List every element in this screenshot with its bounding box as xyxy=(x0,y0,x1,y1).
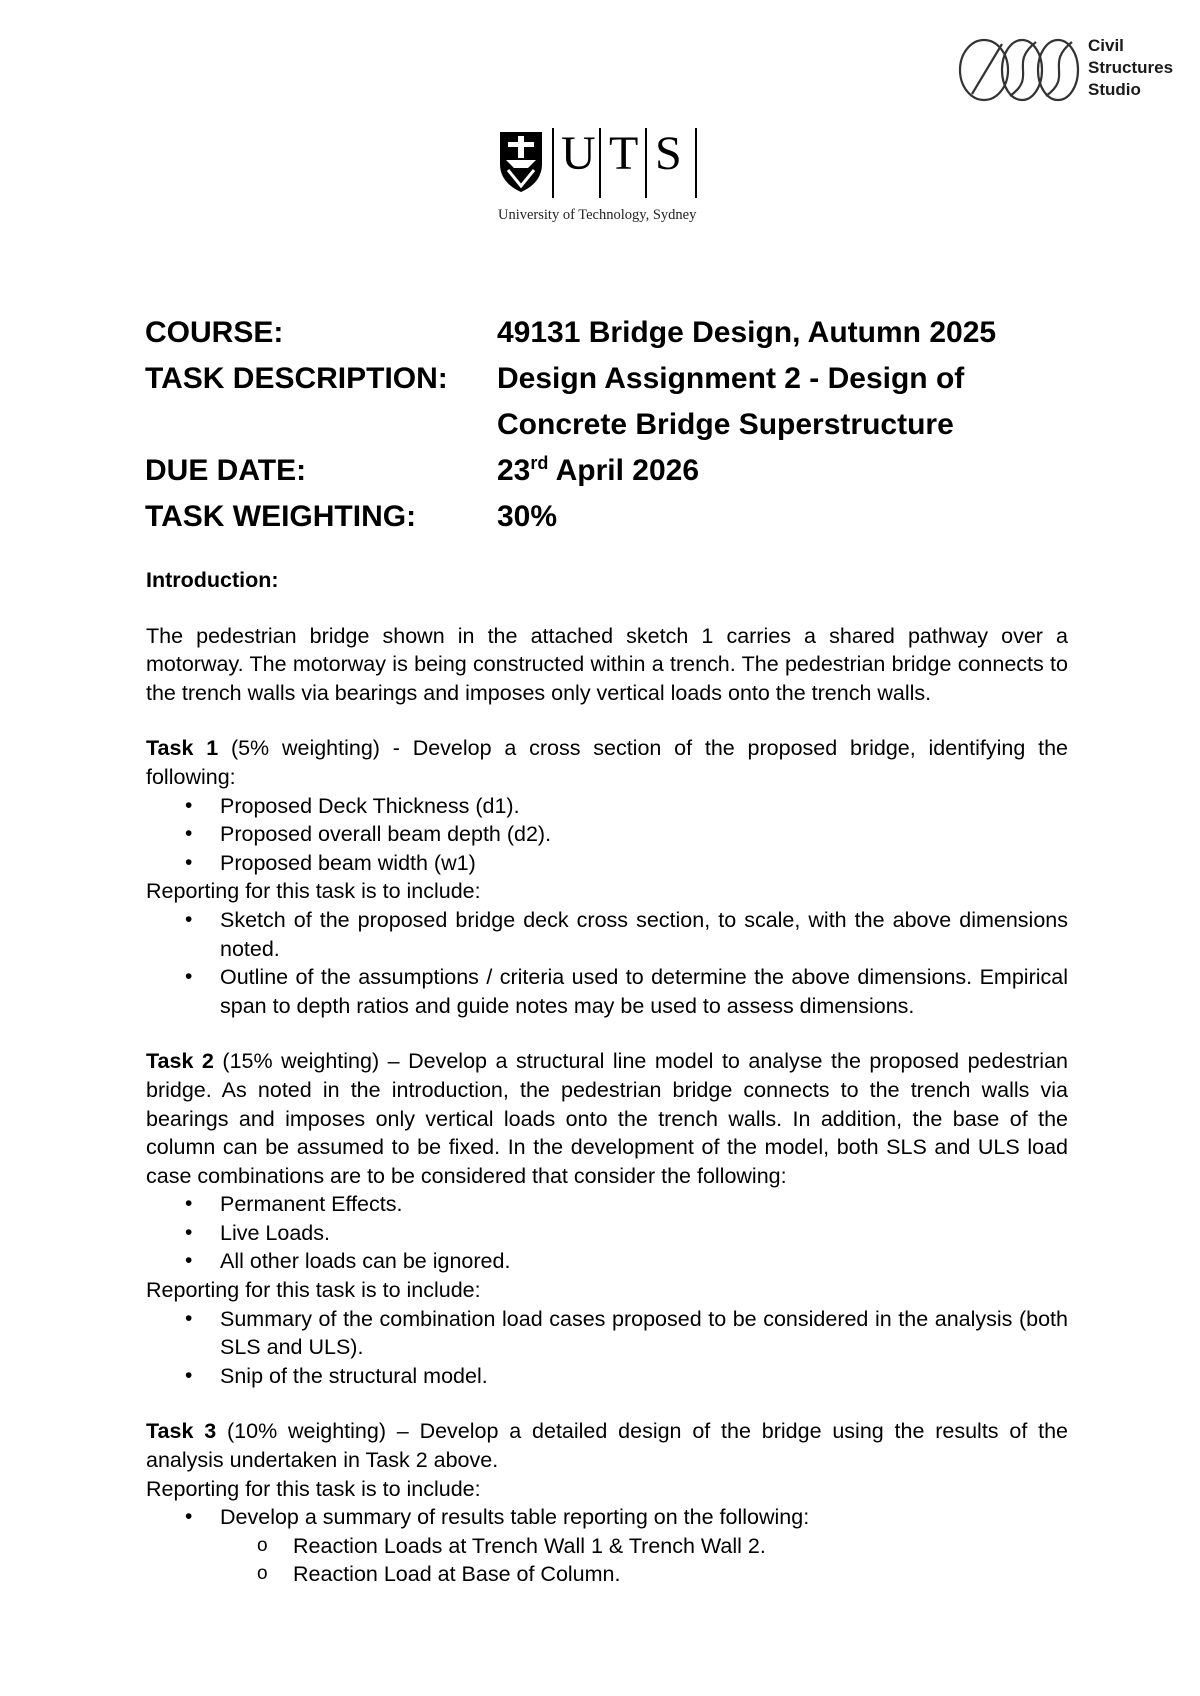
studio-monogram-icon xyxy=(958,36,1088,104)
introduction-text: The pedestrian bridge shown in the attached sketch 1 carries a shared pathway over a motorway. The motorway is being constructed within a trench. The pedestrian bridge connects to the trench walls via bearings and imposes only vertical loads onto the trench walls. xyxy=(146,623,1068,705)
list-item: • Outline of the assumptions / criteria used to determine the above dimensions. Empirical span to depth ratios and guide notes may be used to assess dimensions. xyxy=(146,963,1068,1020)
task3-description xyxy=(146,1417,1068,1474)
task-description-value-line-2: Concrete Bridge Superstructure xyxy=(497,408,954,441)
task2-items xyxy=(146,1190,1068,1276)
list-item: • Summary of the combination load cases proposed to be considered in the analysis (both SLS and ULS). xyxy=(146,1305,1068,1362)
list-item: • Proposed beam width (w1) xyxy=(146,849,1068,878)
uts-shield-icon xyxy=(498,130,544,194)
task-weighting-label: TASK WEIGHTING: xyxy=(145,500,417,533)
list-item: • All other loads can be ignored. xyxy=(146,1247,1068,1276)
task2-description xyxy=(146,1047,1068,1190)
task1-reporting: Reporting for this task is to include: xyxy=(146,879,481,904)
task3-report-items xyxy=(146,1503,1068,1589)
studio-logo-line-2: Structures xyxy=(1088,58,1174,77)
list-item: • Proposed overall beam depth (d2). xyxy=(146,820,1068,849)
task3-text: (10% weighting) – Develop a detailed design of the bridge using the results of the analysis undertaken in Task 2 above. xyxy=(146,1419,1068,1473)
uts-letter-u: U xyxy=(561,127,596,180)
task1-items xyxy=(146,792,1068,878)
studio-logo-line-1: Civil xyxy=(1088,36,1124,55)
introduction-title: Introduction: xyxy=(146,568,279,592)
list-item: • Snip of the structural model. xyxy=(146,1362,1068,1391)
studio-logo-text xyxy=(1088,35,1173,101)
task1-description xyxy=(146,734,1068,791)
task3-sub-items xyxy=(146,1532,1068,1589)
task2-text: (15% weighting) – Develop a structural line model to analyse the proposed pedestrian bridge. As noted in the introduction, the pedestrian bridge connects to the trench walls via bearings and imposes only vertical loads onto the trench walls. In addition, the base of the column can be assumed to be fixed. In the development of the model, both SLS and ULS load case combinations are to be considered that consider the following: xyxy=(146,1049,1068,1188)
task-description-label: TASK DESCRIPTION: xyxy=(145,362,448,395)
uts-caption: University of Technology, Sydney xyxy=(498,207,697,223)
course-label: COURSE: xyxy=(145,316,284,349)
list-item xyxy=(146,1503,1068,1589)
list-item: • Sketch of the proposed bridge deck cross section, to scale, with the above dimensions noted. xyxy=(146,906,1068,963)
task3-label: Task 3 xyxy=(146,1419,217,1444)
due-date-day: 23 xyxy=(497,454,531,487)
task2-label: Task 2 xyxy=(146,1049,214,1074)
list-item: • Live Loads. xyxy=(146,1219,1068,1248)
uts-letter-s: S xyxy=(655,127,682,180)
civil-structures-studio-logo xyxy=(940,28,1185,118)
task1-text: (5% weighting) - Develop a cross section of the proposed bridge, identifying the following: xyxy=(146,736,1068,789)
task3-reporting: Reporting for this task is to include: xyxy=(146,1476,481,1501)
due-date-label: DUE DATE: xyxy=(145,454,307,487)
task1-report-items xyxy=(146,906,1068,1020)
task3-report-item-text: Develop a summary of results table reporting on the following: xyxy=(220,1505,810,1530)
due-date-value xyxy=(497,448,699,494)
list-item: • Permanent Effects. xyxy=(146,1190,1068,1219)
studio-logo-line-3: Studio xyxy=(1088,80,1141,99)
task2-reporting: Reporting for this task is to include: xyxy=(146,1278,481,1303)
due-date-suffix: rd xyxy=(530,453,549,473)
task1-label: Task 1 xyxy=(146,736,219,761)
uts-logo xyxy=(493,126,713,234)
task-description-value-line-1: Design Assignment 2 - Design of xyxy=(497,362,965,395)
task-weighting-value: 30% xyxy=(497,500,558,533)
document-body xyxy=(146,566,1068,1589)
uts-letter-t: T xyxy=(609,127,639,180)
course-value: 49131 Bridge Design, Autumn 2025 xyxy=(497,316,997,349)
list-item: o Reaction Loads at Trench Wall 1 & Trench Wall 2. xyxy=(146,1532,1068,1561)
task2-report-items xyxy=(146,1305,1068,1391)
uts-wordmark xyxy=(493,126,703,204)
list-item: • Proposed Deck Thickness (d1). xyxy=(146,792,1068,821)
due-date-month-year: April 2026 xyxy=(548,454,700,487)
list-item: o Reaction Load at Base of Column. xyxy=(146,1560,1068,1589)
